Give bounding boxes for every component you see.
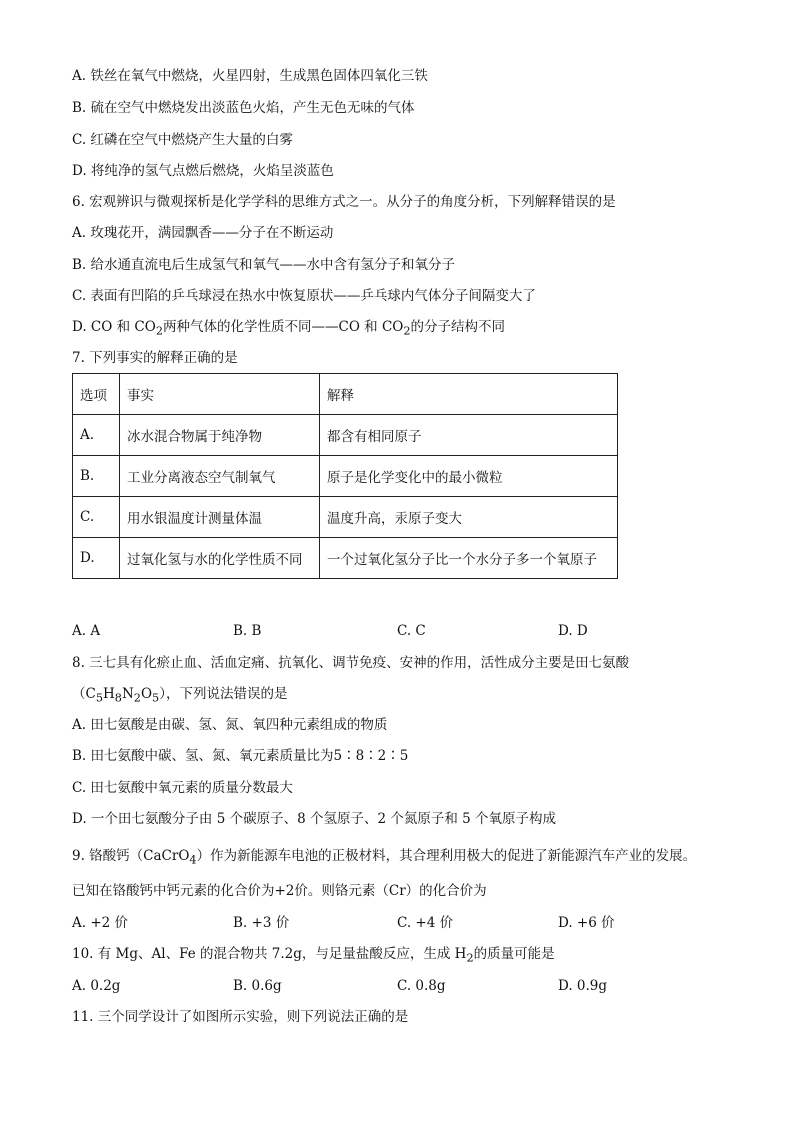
q5-option-d: D. 将纯净的氢气点燃后燃烧，火焰呈淡蓝色 [72,163,334,179]
table-cell: 温度升高，汞原子变大 [320,497,618,538]
q8-sub: 5 [95,691,104,705]
q5-option-b: B. 硫在空气中燃烧发出淡蓝色火焰，产生无色无味的气体 [72,100,415,116]
q6-option-d [72,317,505,342]
table-cell: 过氧化氢与水的化学性质不同 [120,538,320,579]
table-cell: C. [73,497,120,538]
q5-option-a: A. 铁丝在氧气中燃烧，火星四射，生成黑色固体四氧化三铁 [72,68,428,84]
q10-text-1: 10. 有 Mg、Al、Fe 的混合物共 7.2g，与足量盐酸反应，生成 H [72,946,467,962]
table-cell: D. [73,538,120,579]
q8-formula-close: ），下列说法错误的是 [159,686,288,702]
q8-sub: 2 [133,691,141,705]
table-row [73,456,618,497]
q10-option-c: C. 0.8g [397,978,446,994]
table-cell: 都含有相同原子 [320,415,618,456]
table-header-cell: 事实 [120,374,320,415]
table-cell: 工业分离液态空气制氧气 [120,456,320,497]
q8-option-b: B. 田七氨酸中碳、氢、氮、氧元素质量比为5∶8∶2∶5 [72,748,409,764]
table-cell: 冰水混合物属于纯净物 [120,415,320,456]
q9-option-b: B. +3 价 [233,915,290,931]
q8-formula-h: H [103,686,115,702]
q8-option-c: C. 田七氨酸中氧元素的质量分数最大 [72,780,293,796]
q8-sub: 8 [114,691,122,705]
q11-stem: 11. 三个同学设计了如图所示实验，则下列说法正确的是 [72,1009,409,1025]
q7-option-d: D. D [558,623,588,639]
table-row [73,497,618,538]
q8-formula-c: （C [72,686,96,702]
q7-option-a: A. A [72,623,101,639]
q10-stem [72,944,555,969]
table-cell: 原子是化学变化中的最小微粒 [320,456,618,497]
q6-d-text-1: D. CO 和 CO [72,319,156,335]
table-cell: A. [73,415,120,456]
q9-option-c: C. +4 价 [397,915,454,931]
q6-stem: 6. 宏观辨识与微观探析是化学学科的思维方式之一。从分子的角度分析，下列解释错误的是 [72,194,616,210]
q8-formula-line [72,684,287,709]
q10-option-b: B. 0.6g [233,978,282,994]
q9-text-2: ）作为新能源车电池的正极材料，其合理利用极大的促进了新能源汽车产业的发展。 [196,848,697,864]
q10-option-d: D. 0.9g [558,978,608,994]
q9-stem-2: 已知在铬酸钙中钙元素的化合价为+2价。则铬元素（Cr）的化合价为 [72,883,487,899]
q7-option-c: C. C [397,623,426,639]
q10-option-a: A. 0.2g [72,978,121,994]
q6-d-text-2: 两种气体的化学性质不同——CO 和 CO [162,319,404,335]
q9-stem [72,846,696,871]
table-row [73,415,618,456]
q6-option-c: C. 表面有凹陷的乒乓球浸在热水中恢复原状——乒乓球内气体分子间隔变大了 [72,288,536,304]
table-header-cell: 选项 [73,374,120,415]
q9-sub: 4 [189,853,197,867]
q6-option-b: B. 给水通直流电后生成氢气和氧气——水中含有氢分子和氧分子 [72,257,456,273]
q9-option-d: D. +6 价 [558,915,615,931]
q5-option-c: C. 红磷在空气中燃烧产生大量的白雾 [72,132,293,148]
q6-d-sub-1: 2 [155,324,163,338]
q8-option-a: A. 田七氨酸是由碳、氢、氮、氧四种元素组成的物质 [72,717,388,733]
q6-d-sub-2: 2 [403,324,411,338]
table-cell: B. [73,456,120,497]
q6-option-a: A. 玫瑰花开，满园飘香——分子在不断运动 [72,225,334,241]
q8-sub: 5 [152,691,160,705]
table-header-row [73,374,618,415]
q9-option-a: A. +2 价 [72,915,129,931]
q6-d-text-3: 的分子结构不同 [410,319,506,335]
q7-option-b: B. B [233,623,262,639]
q9-text-1: 9. 铬酸钙（CaCrO [72,848,190,864]
q7-stem: 7. 下列事实的解释正确的是 [72,350,238,366]
table-header-cell: 解释 [320,374,618,415]
q8-option-d: D. 一个田七氨酸分子由 5 个碳原子、8 个氢原子、2 个氮原子和 5 个氧原子构成 [72,811,557,827]
table-cell: 用水银温度计测量体温 [120,497,320,538]
q8-stem: 8. 三七具有化瘀止血、活血定痛、抗氧化、调节免疫、安神的作用，活性成分主要是田七氨酸 [72,655,630,671]
q8-formula-n: N [121,686,134,702]
table-cell: 一个过氧化氢分子比一个水分子多一个氧原子 [320,538,618,579]
q10-text-2: 的质量可能是 [473,946,555,962]
q10-sub: 2 [466,951,474,965]
q8-formula-o: O [140,686,153,702]
table-row [73,538,618,579]
q7-table [72,373,618,579]
